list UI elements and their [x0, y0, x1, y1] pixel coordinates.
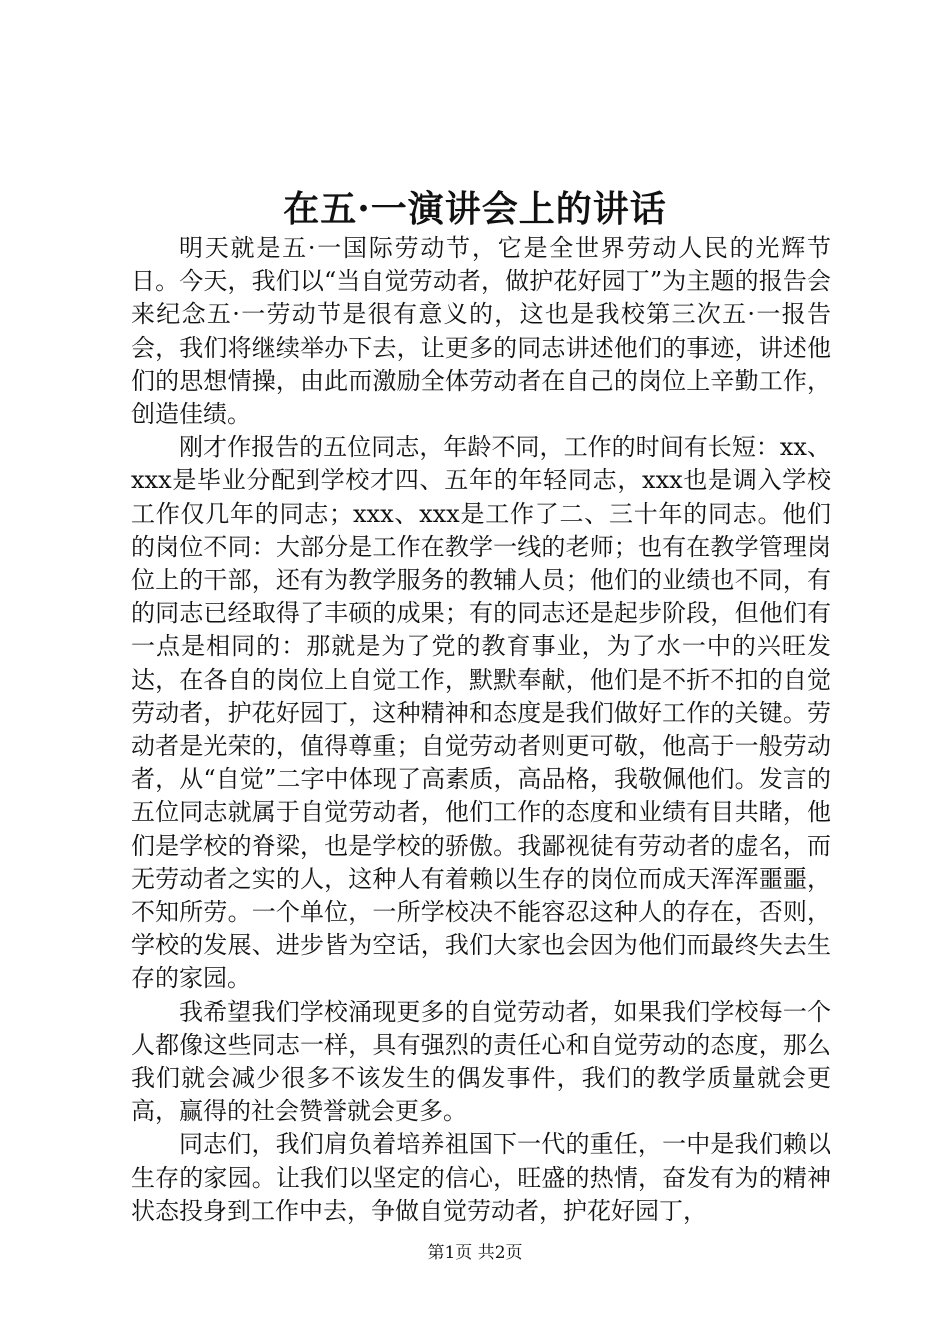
paragraph: 刚才作报告的五位同志，年龄不同，工作的时间有长短：xx、xxx是毕业分配到学校才四、五年的年轻同志，xxx也是调入学校工作仅几年的同志；xxx、xxx是工作了二、三十年的同志。他们的岗位不同：大部分是工作在教学一线的老师；也有在教学管理岗位上的干部，还有为教学服务的教辅人员；他们的业绩也不同，有的同志已经取得了丰硕的成果；有的同志还是起步阶段，但他们有一点是相同的：那就是为了党的教育事业，为了水一中的兴旺发达，在各自的岗位上自觉工作，默默奉献，他们是不折不扣的自觉劳动者，护花好园丁，这种精神和态度是我们做好工作的关键。劳动者是光荣的，值得尊重；自觉劳动者则更可敬，他高于一般劳动者，从“自觉”二字中体现了高素质，高品格，我敬佩他们。发言的五位同志就属于自觉劳动者，他们工作的态度和业绩有目共睹，他们是学校的脊梁，也是学校的骄傲。我鄙视徒有劳动者的虚名，而无劳动者之实的人，这种人有着赖以生存的岗位而成天浑浑噩噩，不知所劳。一个单位，一所学校决不能容忍这种人的存在，否则，学校的发展、进步皆为空话，我们大家也会因为他们而最终失去生存的家园。 — [131, 433, 831, 993]
paragraph: 我希望我们学校涌现更多的自觉劳动者，如果我们学校每一个人都像这些同志一样，具有强烈的责任心和自觉劳动的态度，那么我们就会减少很多不该发生的偶发事件，我们的教学质量就会更高，赢得的社会赞誉就会更多。 — [131, 997, 831, 1126]
paragraph: 明天就是五·一国际劳动节，它是全世界劳动人民的光辉节日。今天，我们以“当自觉劳动者，做护花好园丁”为主题的报告会来纪念五·一劳动节是很有意义的，这也是我校第三次五·一报告会，我们将继续举办下去，让更多的同志讲述他们的事迹，讲述他们的思想情操，由此而激励全体劳动者在自己的岗位上辛勤工作，创造佳绩。 — [131, 234, 831, 429]
document-body — [131, 232, 831, 1228]
paragraph: 同志们，我们肩负着培养祖国下一代的重任，一中是我们赖以生存的家园。让我们以坚定的信心，旺盛的热情，奋发有为的精神状态投身到工作中去，争做自觉劳动者，护花好园丁， — [131, 1130, 831, 1225]
document-title: 在五·一演讲会上的讲话 — [283, 188, 667, 230]
page-footer: 第1页 共2页 — [427, 1243, 523, 1263]
